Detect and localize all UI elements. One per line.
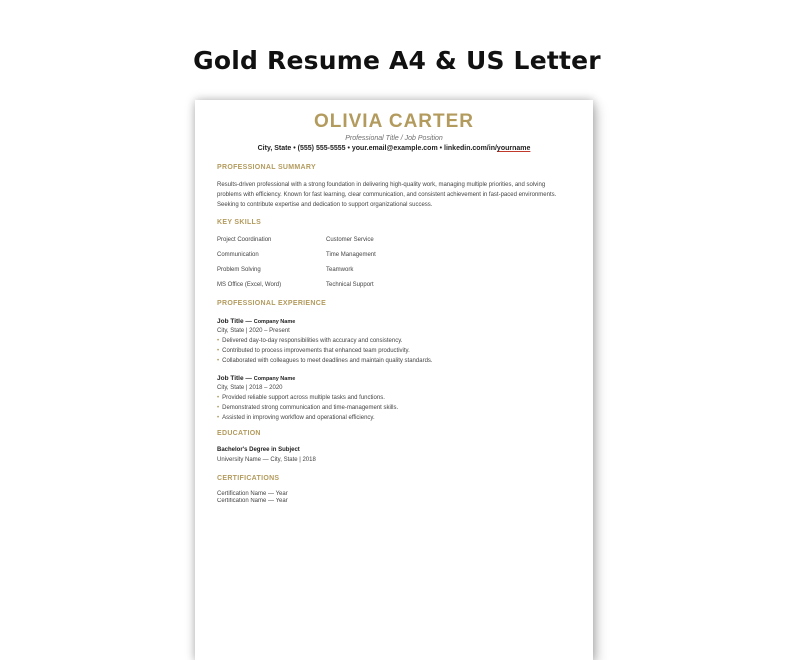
job-meta: City, State | 2018 – 2020	[217, 385, 283, 391]
list-item	[217, 348, 410, 354]
skill-item: Problem Solving	[217, 267, 261, 273]
list-item	[217, 405, 398, 411]
skill-item: MS Office (Excel, Word)	[217, 282, 282, 288]
skill-item: Project Coordination	[217, 237, 272, 243]
company-name: Company Name	[253, 319, 296, 325]
experience-heading: PROFESSIONAL EXPERIENCE	[217, 300, 327, 307]
skills-heading: KEY SKILLS	[217, 219, 262, 226]
bullet-text: Collaborated with colleagues to meet deadlines and maintain quality standards.	[222, 358, 433, 364]
skill-item: Communication	[217, 252, 259, 258]
summary-heading: PROFESSIONAL SUMMARY	[217, 164, 316, 171]
resume-title: Professional Title / Job Position	[345, 135, 443, 142]
certification-item: Certification Name — Year	[217, 491, 288, 497]
skill-item: Teamwork	[326, 267, 354, 273]
bullet-text: Provided reliable support across multiple tasks and functions.	[222, 395, 385, 401]
company-name: Company Name	[253, 376, 296, 382]
job-title-text: Job Title —	[217, 375, 254, 382]
skill-item: Time Management	[326, 252, 376, 258]
job-meta: City, State | 2020 – Present	[217, 328, 290, 334]
summary-text: Results-driven professional with a strong foundation in delivering high-quality work, managing multiple priorities, and solving problems with efficiency. Known for fast learning, clear communication, and consistent achievement in fast-paced environments. Seeking to contribute expertise and dedication to support organizational success.	[217, 182, 557, 208]
skill-item: Technical Support	[326, 282, 374, 288]
bullet-dot-icon: •	[217, 338, 220, 344]
list-item	[217, 358, 433, 364]
resume-page	[195, 100, 593, 660]
bullet-dot-icon: •	[217, 348, 220, 354]
certification-item-cut: Certification Name — Year	[217, 498, 288, 502]
page-headline: Gold Resume A4 & US Letter	[193, 46, 601, 75]
skill-item: Customer Service	[326, 237, 374, 243]
contact-details: City, State • (555) 555-5555 • your.email@example.com • linkedin.com/in/	[257, 145, 497, 152]
bullet-dot-icon: •	[217, 415, 220, 421]
resume-name: OLIVIA CARTER	[313, 111, 475, 132]
list-item	[217, 338, 402, 344]
bullet-dot-icon: •	[217, 395, 220, 401]
education-heading: EDUCATION	[217, 430, 261, 437]
contact-line	[195, 145, 593, 152]
bullet-text: Delivered day-to-day responsibilities with accuracy and consistency.	[222, 338, 403, 344]
job-title	[217, 375, 295, 382]
job-title-text: Job Title —	[217, 318, 254, 325]
bullet-text: Assisted in improving workflow and operational efficiency.	[222, 415, 375, 421]
school: University Name — City, State | 2018	[217, 457, 316, 463]
job-title	[217, 318, 295, 325]
degree: Bachelor's Degree in Subject	[217, 447, 300, 453]
bullet-text: Contributed to process improvements that enhanced team productivity.	[222, 348, 410, 354]
bullet-dot-icon: •	[217, 405, 220, 411]
certifications-heading: CERTIFICATIONS	[217, 475, 280, 482]
list-item	[217, 395, 385, 401]
bullet-dot-icon: •	[217, 358, 220, 364]
list-item	[217, 415, 375, 421]
linkedin-username: yourname	[496, 145, 531, 152]
bullet-text: Demonstrated strong communication and time-management skills.	[222, 405, 399, 411]
